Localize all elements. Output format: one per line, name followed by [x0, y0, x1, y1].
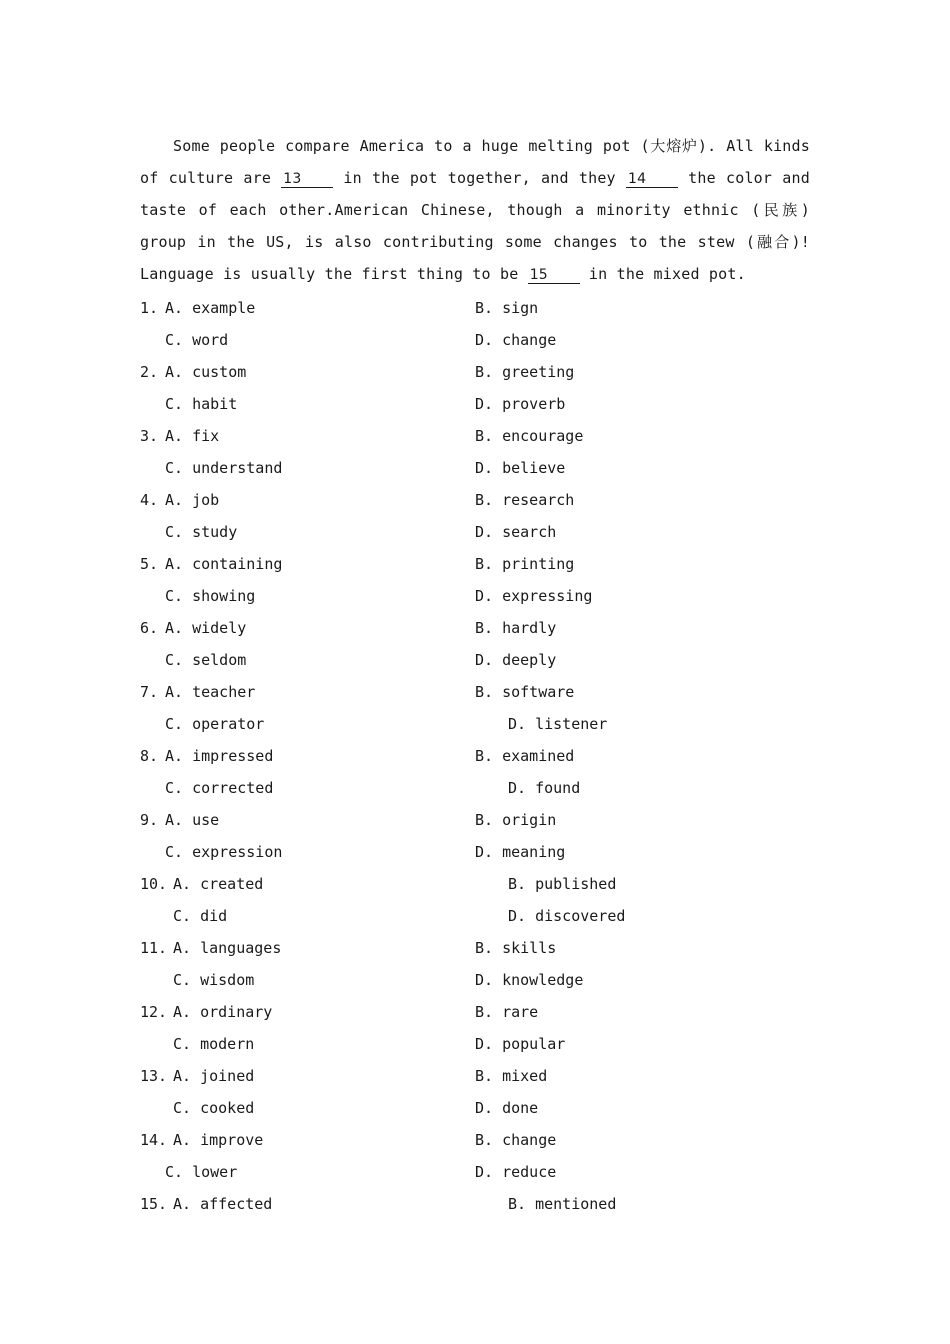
- option-d: D. knowledge: [475, 971, 584, 989]
- question-row-ab: [140, 612, 810, 644]
- option-b: B. rare: [475, 1003, 539, 1021]
- option-a: A. example: [165, 299, 256, 317]
- option-a: A. fix: [165, 427, 220, 445]
- option-c: C. expression: [165, 843, 283, 861]
- option-b: B. greeting: [475, 363, 575, 381]
- question-row-ab: [140, 1188, 810, 1220]
- option-b: B. hardly: [475, 619, 557, 637]
- question-number: 10.: [140, 875, 168, 893]
- option-a: A. affected: [173, 1195, 273, 1213]
- option-a: A. custom: [165, 363, 247, 381]
- option-c: C. showing: [165, 587, 256, 605]
- question-list: [140, 292, 810, 1220]
- blank-15: 15: [528, 267, 580, 284]
- question-item: [140, 484, 810, 548]
- option-a: A. languages: [173, 939, 282, 957]
- question-row-ab: [140, 996, 810, 1028]
- option-d: D. found: [508, 779, 581, 797]
- option-a: A. teacher: [165, 683, 256, 701]
- question-item: [140, 1124, 810, 1188]
- question-number: 4.: [140, 491, 159, 509]
- question-number: 6.: [140, 619, 159, 637]
- option-a: A. widely: [165, 619, 247, 637]
- question-number: 7.: [140, 683, 159, 701]
- question-row-cd: [140, 580, 810, 612]
- option-a: A. created: [173, 875, 264, 893]
- question-row-ab: [140, 1060, 810, 1092]
- question-item: [140, 356, 810, 420]
- option-a: A. use: [165, 811, 220, 829]
- passage-text-part2: in the pot together, and they: [333, 169, 626, 187]
- option-c: C. operator: [165, 715, 265, 733]
- option-d: D. meaning: [475, 843, 566, 861]
- blank-14: 14: [626, 171, 678, 188]
- question-row-cd: [140, 708, 810, 740]
- option-b: B. mentioned: [508, 1195, 617, 1213]
- question-row-cd: [140, 1156, 810, 1188]
- option-d: D. search: [475, 523, 557, 541]
- question-row-ab: [140, 932, 810, 964]
- option-c: C. modern: [173, 1035, 255, 1053]
- option-d: D. deeply: [475, 651, 557, 669]
- question-number: 9.: [140, 811, 159, 829]
- question-row-cd: [140, 964, 810, 996]
- option-c: C. study: [165, 523, 238, 541]
- question-item: [140, 932, 810, 996]
- question-number: 1.: [140, 299, 159, 317]
- question-number: 11.: [140, 939, 168, 957]
- option-b: B. skills: [475, 939, 557, 957]
- question-row-cd: [140, 836, 810, 868]
- option-b: B. research: [475, 491, 575, 509]
- option-b: B. mixed: [475, 1067, 548, 1085]
- question-row-cd: [140, 388, 810, 420]
- question-row-ab: [140, 548, 810, 580]
- option-d: D. discovered: [508, 907, 626, 925]
- option-a: A. job: [165, 491, 220, 509]
- option-a: A. improve: [173, 1131, 264, 1149]
- option-c: C. understand: [165, 459, 283, 477]
- option-d: D. listener: [508, 715, 608, 733]
- option-d: D. popular: [475, 1035, 566, 1053]
- question-row-cd: [140, 516, 810, 548]
- option-a: A. joined: [173, 1067, 255, 1085]
- question-row-cd: [140, 1028, 810, 1060]
- question-row-ab: [140, 804, 810, 836]
- question-row-ab: [140, 420, 810, 452]
- option-b: B. published: [508, 875, 617, 893]
- option-b: B. change: [475, 1131, 557, 1149]
- option-a: A. containing: [165, 555, 283, 573]
- option-d: D. done: [475, 1099, 539, 1117]
- option-c: C. seldom: [165, 651, 247, 669]
- option-a: A. ordinary: [173, 1003, 273, 1021]
- option-b: B. sign: [475, 299, 539, 317]
- question-row-cd: [140, 900, 810, 932]
- option-b: B. printing: [475, 555, 575, 573]
- question-number: 15.: [140, 1195, 168, 1213]
- option-c: C. cooked: [173, 1099, 255, 1117]
- question-row-cd: [140, 1092, 810, 1124]
- option-c: C. habit: [165, 395, 238, 413]
- option-d: D. proverb: [475, 395, 566, 413]
- question-number: 12.: [140, 1003, 168, 1021]
- option-b: B. software: [475, 683, 575, 701]
- question-number: 2.: [140, 363, 159, 381]
- question-row-cd: [140, 452, 810, 484]
- question-row-cd: [140, 324, 810, 356]
- document-page: [140, 130, 810, 1220]
- option-b: B. examined: [475, 747, 575, 765]
- question-row-ab: [140, 676, 810, 708]
- question-row-ab: [140, 1124, 810, 1156]
- option-d: D. believe: [475, 459, 566, 477]
- question-row-cd: [140, 644, 810, 676]
- option-c: C. word: [165, 331, 229, 349]
- question-row-ab: [140, 292, 810, 324]
- question-item: [140, 548, 810, 612]
- question-number: 3.: [140, 427, 159, 445]
- question-row-ab: [140, 740, 810, 772]
- option-d: D. reduce: [475, 1163, 557, 1181]
- question-item: [140, 868, 810, 932]
- question-item: [140, 996, 810, 1060]
- question-item: [140, 612, 810, 676]
- question-item: [140, 1188, 810, 1220]
- question-item: [140, 1060, 810, 1124]
- question-item: [140, 292, 810, 356]
- blank-13: 13: [281, 171, 333, 188]
- question-row-ab: [140, 356, 810, 388]
- option-b: B. origin: [475, 811, 557, 829]
- passage-text-part1: Some people compare America to a huge melting pot (大熔炉). All kinds of culture are: [140, 137, 810, 187]
- option-c: C. lower: [165, 1163, 238, 1181]
- question-number: 13.: [140, 1067, 168, 1085]
- question-item: [140, 420, 810, 484]
- question-number: 14.: [140, 1131, 168, 1149]
- option-d: D. expressing: [475, 587, 593, 605]
- option-c: C. corrected: [165, 779, 274, 797]
- question-item: [140, 676, 810, 740]
- question-row-ab: [140, 484, 810, 516]
- option-c: C. wisdom: [173, 971, 255, 989]
- passage-text-part4: in the mixed pot.: [579, 265, 746, 283]
- question-item: [140, 804, 810, 868]
- question-number: 5.: [140, 555, 159, 573]
- question-number: 8.: [140, 747, 159, 765]
- option-b: B. encourage: [475, 427, 584, 445]
- option-c: C. did: [173, 907, 228, 925]
- question-row-cd: [140, 772, 810, 804]
- question-row-ab: [140, 868, 810, 900]
- option-a: A. impressed: [165, 747, 274, 765]
- question-item: [140, 740, 810, 804]
- option-d: D. change: [475, 331, 557, 349]
- passage-paragraph: [140, 130, 810, 290]
- passage-text-part3: the color and taste of each other.American Chinese, though a minority ethnic (民族) group in the US, is also contributing some changes to the stew (融合)! Language is usually the first thing to be: [140, 169, 811, 283]
